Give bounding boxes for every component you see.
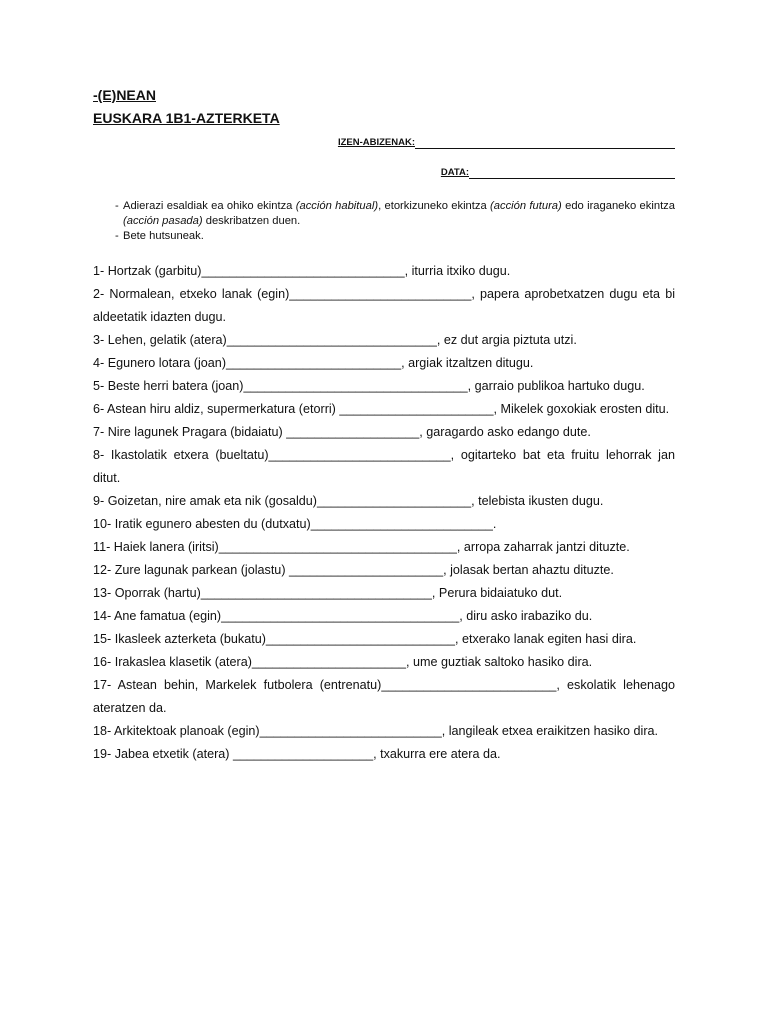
exercise-item: 14- Ane famatua (egin)__________________________________, diru asko irabaziko du. <box>93 608 593 623</box>
exercise-item: 10- Iratik egunero abesten du (dutxatu)__________________________. <box>93 516 497 531</box>
exercise-item: 19- Jabea etxetik (atera) ____________________, txakurra ere atera da. <box>93 746 501 761</box>
exam-title: EUSKARA 1B1-AZTERKETA <box>93 110 280 126</box>
name-field[interactable] <box>415 138 675 149</box>
name-line <box>93 137 675 149</box>
exercise-item: 6- Astean hiru aldiz, supermerkatura (etorri) ______________________, Mikelek goxokiak erosten ditu. <box>93 401 670 416</box>
instruction-item: - Bete hutsuneak. <box>93 229 675 244</box>
exercise-list <box>93 260 675 766</box>
exercise-item: 7- Nire lagunek Pragara (bidaiatu) ___________________, garagardo asko edango dute. <box>93 424 591 439</box>
exercise-item: 13- Oporrak (hartu)_________________________________, Perura bidaiatuko dut. <box>93 585 563 600</box>
exercise-item: 1- Hortzak (garbitu)_____________________________, iturria itxiko dugu. <box>93 263 511 278</box>
instructions-list <box>93 199 675 244</box>
exercise-item: 12- Zure lagunak parkean (jolastu) ______________________, jolasak bertan ahaztu dituzte. <box>93 562 614 577</box>
instruction-item: - Adierazi esaldiak ea ohiko ekintza (acción habitual), etorkizuneko ekintza (acción futura) edo iraganeko ekintza (acción pasada) deskribatzen duen. <box>93 199 675 228</box>
exercise-item: 8- Ikastolatik etxera (bueltatu)__________________________, ogitarteko bat eta fruitu lehorrak jan ditut. <box>93 447 675 485</box>
exercise-item: 4- Egunero lotara (joan)_________________________, argiak itzaltzen ditugu. <box>93 355 534 370</box>
exercise-item: 5- Beste herri batera (joan)________________________________, garraio publikoa hartuko dugu. <box>93 378 645 393</box>
exercise-item: 9- Goizetan, nire amak eta nik (gosaldu)______________________, telebista ikusten dugu. <box>93 493 604 508</box>
exercise-item: 16- Irakaslea klasetik (atera)______________________, ume guztiak saltoko hasiko dira. <box>93 654 593 669</box>
date-label: DATA: <box>440 167 469 178</box>
exercise-item: 18- Arkitektoak planoak (egin)__________________________, langileak etxea eraikitzen hasiko dira. <box>93 723 659 738</box>
exam-page <box>93 86 675 766</box>
exercise-item: 11- Haiek lanera (iritsi)__________________________________, arropa zaharrak jantzi dituzte. <box>93 539 630 554</box>
date-field[interactable] <box>469 168 675 179</box>
date-line <box>93 167 675 179</box>
name-label: IZEN-ABIZENAK: <box>337 137 415 148</box>
exercise-item: 17- Astean behin, Markelek futbolera (entrenatu)_________________________, eskolatik lehenago ateratzen da. <box>93 677 675 715</box>
topic-title: -(E)NEAN <box>93 87 156 103</box>
exercise-item: 15- Ikasleek azterketa (bukatu)___________________________, etxerako lanak egiten hasi dira. <box>93 631 637 646</box>
exercise-item: 2- Normalean, etxeko lanak (egin)__________________________, papera aprobetxatzen dugu eta bi aldeetatik idazten dugu. <box>93 286 675 324</box>
exercise-item: 3- Lehen, gelatik (atera)______________________________, ez dut argia piztuta utzi. <box>93 332 577 347</box>
